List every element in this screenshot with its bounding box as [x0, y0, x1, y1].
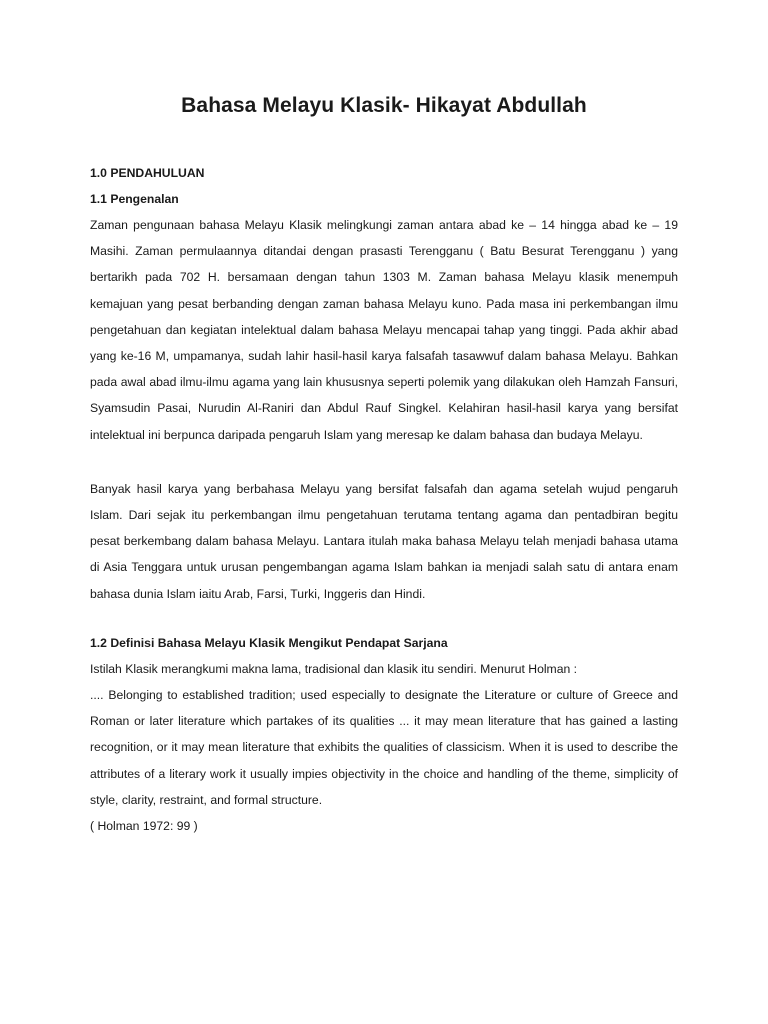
section-heading-definisi: 1.2 Definisi Bahasa Melayu Klasik Mengikut Pendapat Sarjana: [90, 635, 448, 650]
paragraph-pengenalan-1: Zaman pengunaan bahasa Melayu Klasik melingkungi zaman antara abad ke – 14 hingga abad ke – 19 Masihi. Zaman permulaannya ditandai dengan prasasti Terengganu ( Batu Besurat Terengganu ) yang bertarikh pada 702 H. bersamaan dengan tahun 1303 M. Zaman bahasa Melayu klasik menempuh kemajuan yang pesat berbanding dengan zaman bahasa Melayu kuno. Pada masa ini perkembangan ilmu pengetahuan dan kegiatan intelektual dalam bahasa Melayu mencapai tahap yang tinggi. Pada akhir abad yang ke-16 M, umpamanya, sudah lahir hasil-hasil karya falsafah tasawwuf dalam bahasa Melayu. Bahkan pada awal abad ilmu-ilmu agama yang lain khususnya seperti polemik yang dilakukan oleh Hamzah Fansuri, Syamsudin Pasai, Nurudin Al-Raniri dan Abdul Rauf Singkel. Kelahiran hasil-hasil karya yang bersifat intelektual ini berpunca daripada pengaruh Islam yang meresap ke dalam bahasa dan budaya Melayu.: [90, 218, 678, 442]
section-heading-pengenalan: 1.1 Pengenalan: [90, 192, 179, 206]
paragraph-spacer: [90, 607, 678, 630]
paragraph-definisi-intro: Istilah Klasik merangkumi makna lama, tradisional dan klasik itu sendiri. Menurut Holman :: [90, 661, 578, 676]
quote-holman: .... Belonging to established tradition; used especially to designate the Literature or culture of Greece and Roman or later literature which partakes of its qualities ... it may mean literature that has gained a lasting recognition, or it may mean literature that exhibits the qualities of classicism. When it is used to describe the attributes of a literary work it usually impies objectivity in the choice and handling of the theme, simplicity of style, clarity, restraint, and formal structure.: [90, 688, 678, 807]
document-body: [90, 160, 678, 839]
citation-holman: ( Holman 1972: 99 ): [90, 819, 198, 834]
paragraph-spacer: [90, 448, 678, 476]
document-title: Bahasa Melayu Klasik- Hikayat Abdullah: [181, 94, 587, 117]
section-heading-pendahuluan: 1.0 PENDAHULUAN: [90, 166, 205, 180]
paragraph-pengenalan-2: Banyak hasil karya yang berbahasa Melayu yang bersifat falsafah dan agama setelah wujud pengaruh Islam. Dari sejak itu perkembangan ilmu pengetahuan terutama tentang agama dan pentadbiran begitu pesat berkembang dalam bahasa Melayu. Lantara itulah maka bahasa Melayu telah menjadi bahasa utama di Asia Tenggara untuk urusan pengembangan agama Islam bahkan ia menjadi salah satu di antara enam bahasa dunia Islam iaitu Arab, Farsi, Turki, Inggeris dan Hindi.: [90, 481, 678, 601]
